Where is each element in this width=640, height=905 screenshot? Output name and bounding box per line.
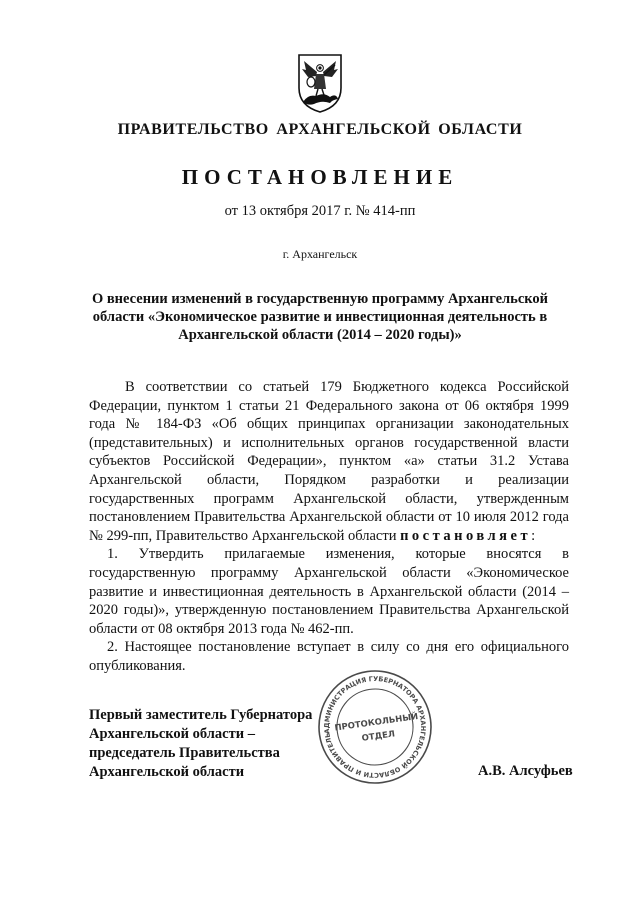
resolution-item-2: 2. Настоящее постановление вступает в силу со дня его официального опубликования. <box>89 639 569 674</box>
resolves-colon: : <box>531 527 536 544</box>
signer-position-line-2: Архангельской области – <box>89 726 255 742</box>
document-type-title: ПОСТАНОВЛЕНИЕ <box>181 165 459 189</box>
signer-position-line-1: Первый заместитель Губернатора <box>89 707 313 723</box>
document-city: г. Архангельск <box>282 247 358 261</box>
document-body <box>89 378 569 676</box>
signer-position-line-4: Архангельской области <box>89 764 245 780</box>
signer-name: А.В. Алсуфьев <box>478 763 573 779</box>
signer-position-line-3: председатель Правительства <box>89 745 280 761</box>
resolves-word: постановляет <box>400 527 532 544</box>
coat-of-arms-icon <box>296 52 344 114</box>
seal-center-line-1: ПРОТОКОЛЬНЫЙ <box>333 711 419 734</box>
document-subject: О внесении изменений в государственную программу Архангельской области «Экономическое развитие и инвестиционная деятельность в Архангельской области (2014 – 2020 годы)» <box>91 291 549 343</box>
preamble-paragraph <box>89 378 569 545</box>
signer-position <box>89 706 312 782</box>
preamble-text: В соответствии со статьей 179 Бюджетного кодекса Российской Федерации, пунктом 1 статьи 21 Федерального закона от 06 октября 1999 года № 184-ФЗ «Об общих принципах организации законодательных (представительных) и исполнительных органов государственной власти субъектов Российской Федерации», пунктом «а» статьи 31.2 Устава Архангельской области, Порядком разработки и реализации государственных программ Архангельской области, утвержденным постановлением Правительства Архангельской области от 10 июля 2012 года № 299-пп, Правительство Архангельской области <box>89 379 569 544</box>
official-seal-icon <box>316 668 434 786</box>
government-title: ПРАВИТЕЛЬСТВО АРХАНГЕЛЬСКОЙ ОБЛАСТИ <box>117 121 523 138</box>
resolution-item-1: 1. Утвердить прилагаемые изменения, которые вносятся в государственную программу Архангельской области «Экономическое развитие и инвестиционная деятельность в Архангельской области (2014 – 2020 годы)», утвержденную постановлением Правительства Архангельской области от 08 октября 2013 года № 462-пп. <box>89 546 569 637</box>
seal-center-line-2: ОТДЕЛ <box>361 729 396 744</box>
seal-ring-text: АДМИНИСТРАЦИЯ ГУБЕРНАТОРА АРХАНГЕЛЬСКОЙ ОБЛАСТИ И ПРАВИТЕЛЬСТВА <box>322 674 428 780</box>
document-date-number: от 13 октября 2017 г. № 414-пп <box>224 203 416 219</box>
